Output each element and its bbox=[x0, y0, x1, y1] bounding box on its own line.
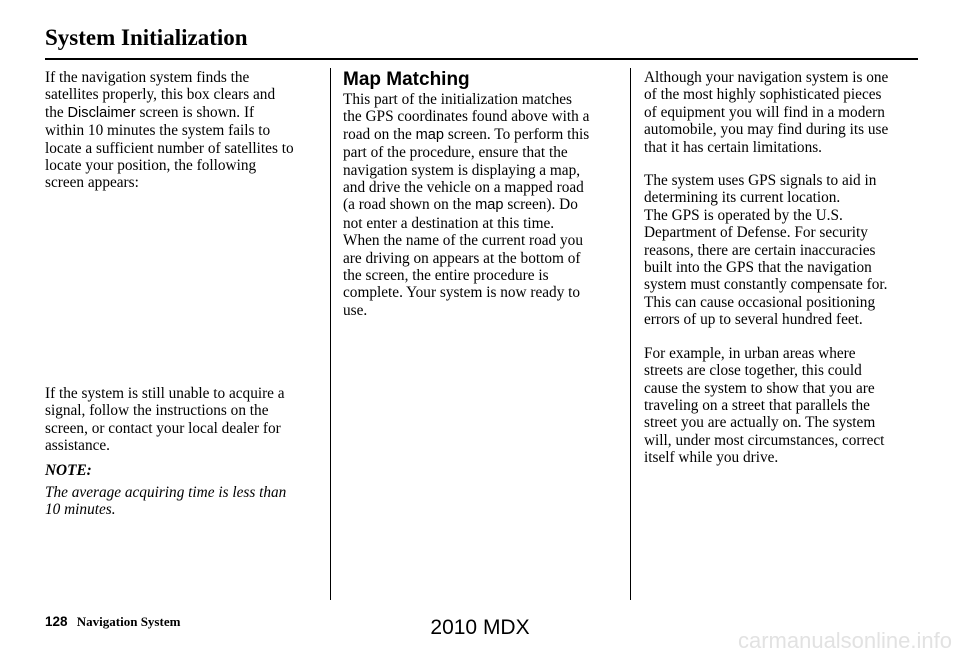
section-title-map-matching: Map Matching bbox=[343, 69, 470, 90]
column-divider-1 bbox=[330, 68, 331, 600]
col1-paragraph-2: If the system is still unable to acquire a signal, follow the instructions on the screen, or contact your local dealer for assistance. bbox=[45, 384, 285, 455]
site-watermark: carmanualsonline.info bbox=[737, 628, 952, 653]
col3-paragraph-3: For example, in urban areas where streets are close together, this could cause the system to show that you are traveling on a street that parallels the street you are actually on. The system will, under most circumstances, correct itself while you drive. bbox=[644, 344, 885, 467]
screen-image-space bbox=[45, 192, 320, 385]
model-watermark: 2010 MDX bbox=[430, 616, 530, 639]
map-term: map bbox=[415, 126, 445, 143]
column-1 bbox=[45, 69, 320, 519]
col2-paragraph: This part of the initialization matches the GPS coordinates found above with a road on the map screen. To perform this part of the procedure, ensure that the navigation system is displaying a map, and drive the vehicle on a mapped road (a road shown on the map screen). Do not enter a destination at this time. When the name of the current road you are driving on appears at the bottom of the screen, the entire procedure is complete. Your system is now ready to use. bbox=[343, 91, 590, 319]
col3-paragraph-1: Although your navigation system is one of the most highly sophisticated pieces of equipment you will find in a modern automobile, you may find during its use that it has certain limitations. bbox=[644, 69, 889, 156]
footer-section: Navigation System bbox=[76, 614, 181, 629]
col1-paragraph-1: If the navigation system finds the satellites properly, this box clears and the Disclaimer screen is shown. If within 10 minutes the system fails to locate a sufficient number of satellites to locate your position, the following screen appears: bbox=[45, 69, 294, 192]
column-divider-2 bbox=[630, 68, 631, 600]
note-text: The average acquiring time is less than 10 minutes. bbox=[45, 483, 287, 519]
column-2 bbox=[343, 69, 620, 319]
page-title: System Initialization bbox=[45, 25, 248, 50]
page-number: 128 bbox=[45, 614, 68, 629]
map-term: map bbox=[475, 197, 504, 214]
note-label: NOTE: bbox=[45, 462, 92, 480]
column-3 bbox=[644, 69, 920, 467]
col3-paragraph-2: The system uses GPS signals to aid in determining its current location. The GPS is operated by the U.S. Department of Defense. For security reasons, there are certain inaccuracies built into the GPS that the navigation system must constantly compensate for. This can cause occasional positioning errors of up to several hundred feet. bbox=[644, 172, 888, 329]
page-header bbox=[45, 24, 918, 60]
disclaimer-term: Disclaimer bbox=[67, 104, 136, 121]
